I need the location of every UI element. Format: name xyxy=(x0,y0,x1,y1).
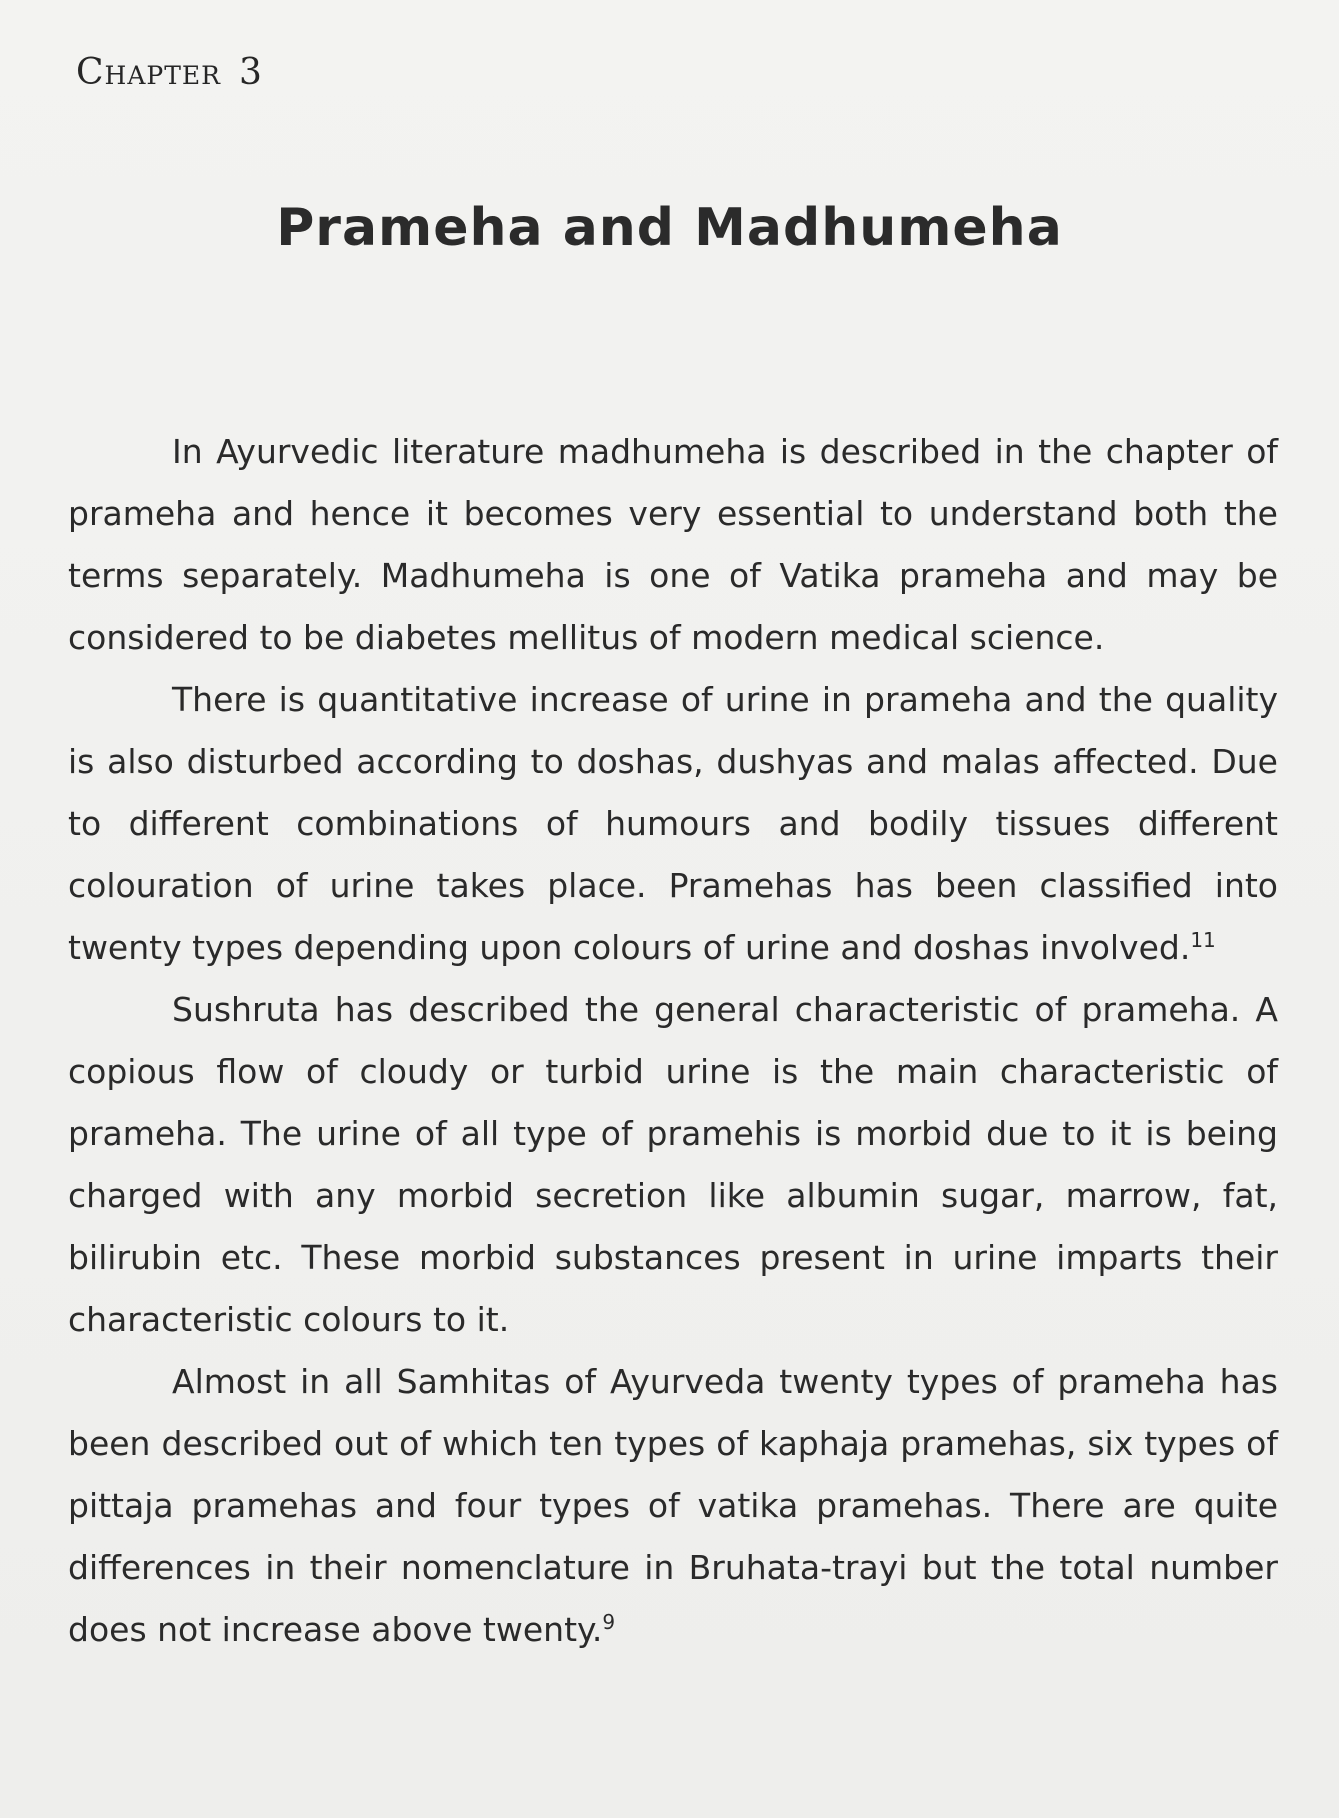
chapter-word: Chapter xyxy=(76,52,221,93)
paragraph-text: There is quantitative increase of urine in prameha and the quality is also disturbed according to doshas, dushyas and malas affected. Due to different combinations of humours and bodily tissues different colouration of urine takes place. Pramehas has been classified into twenty types depending upon colours of urine and doshas involved. xyxy=(68,680,1278,967)
paragraph-text: In Ayurvedic literature madhumeha is described in the chapter of prameha and hence it becomes very essential to understand both the terms separately. Madhumeha is one of Vatika prameha and may be considered to be diabetes mellitus of modern medical science. xyxy=(68,432,1278,657)
paragraph-text: Sushruta has described the general characteristic of prameha. A copious flow of cloudy or turbid urine is the main characteristic of prameha. The urine of all type of pramehis is morbid due to it is being charged with any morbid secretion like albumin sugar, marrow, fat, bilirubin etc. These morbid substances present in urine imparts their characteristic colours to it. xyxy=(68,990,1278,1339)
page-title: Prameha and Madhumeha xyxy=(276,198,1063,258)
paragraph-text: Almost in all Samhitas of Ayurveda twenty types of prameha has been described out of which ten types of kaphaja pramehas, six types of pittaja pramehas and four types of vatika pramehas. There are quite differences in their nomenclature in Bruhata-trayi but the total number does not increase above twenty. xyxy=(68,1362,1278,1649)
paragraph-4 xyxy=(68,1351,1278,1661)
chapter-heading xyxy=(76,52,263,93)
paragraph-1 xyxy=(68,421,1278,669)
body-text xyxy=(68,421,1278,1661)
footnote-marker: 11 xyxy=(1190,928,1216,952)
chapter-number: 3 xyxy=(238,52,263,93)
footnote-marker: 9 xyxy=(602,1610,616,1634)
paragraph-3 xyxy=(68,979,1278,1351)
paragraph-2 xyxy=(68,669,1278,979)
